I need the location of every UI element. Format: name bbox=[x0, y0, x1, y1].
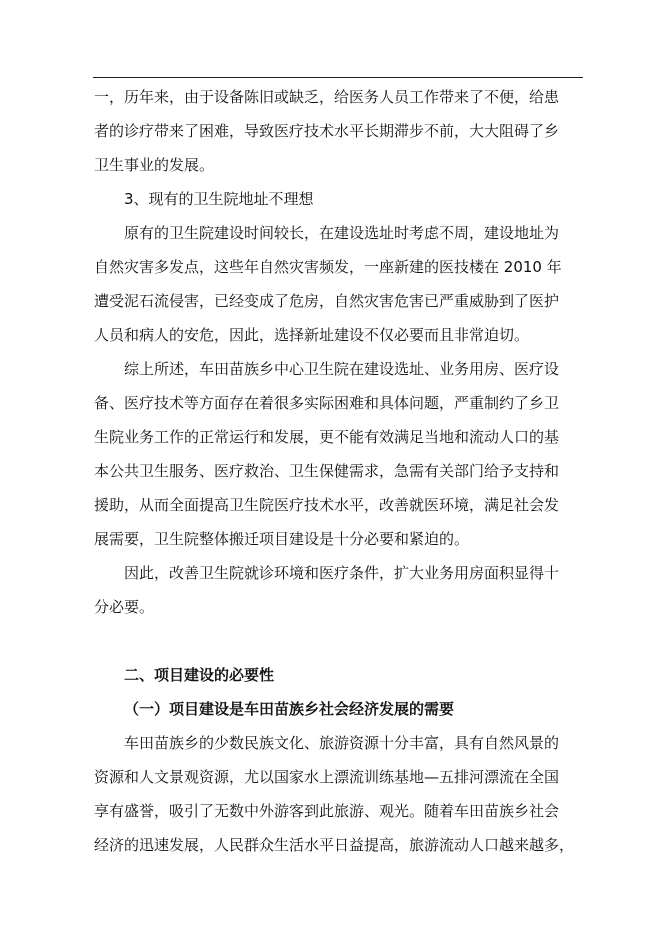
subsection-heading: （一）项目建设是车田苗族乡社会经济发展的需要 bbox=[124, 700, 455, 718]
document-page bbox=[94, 80, 584, 862]
text-line: 援助，从而全面提高卫生院医疗技术水平，改善就医环境，满足社会发 bbox=[94, 496, 560, 514]
paragraph-tourism bbox=[94, 726, 584, 862]
text-line: 综上所述，车田苗族乡中心卫生院在建设选址、业务用房、医疗设 bbox=[124, 360, 560, 378]
text-line: 3、现有的卫生院地址不理想 bbox=[124, 190, 314, 208]
text-line: 享有盛誉，吸引了无数中外游客到此旅游、观光。随着车田苗族乡社会 bbox=[94, 802, 560, 820]
text-line: 分必要。 bbox=[94, 598, 155, 616]
header-rule bbox=[93, 77, 583, 78]
text-line: 自然灾害多发点，这些年自然灾害频发，一座新建的医技楼在 2010 年 bbox=[94, 258, 562, 276]
text-line: 遭受泥石流侵害，已经变成了危房，自然灾害危害已严重威胁到了医护 bbox=[94, 292, 560, 310]
text-line: 资源和人文景观资源，尤以国家水上漂流训练基地—五排河漂流在全国 bbox=[94, 768, 560, 786]
text-line: 卫生事业的发展。 bbox=[94, 156, 215, 174]
text-line: 人员和病人的安危，因此，选择新址建设不仅必要而且非常迫切。 bbox=[94, 326, 530, 344]
paragraph-continuation bbox=[94, 80, 584, 182]
text-line: 者的诊疗带来了困难，导致医疗技术水平长期滞步不前，大大阻碍了乡 bbox=[94, 122, 560, 140]
text-line: 展需要，卫生院整体搬迁项目建设是十分必要和紧迫的。 bbox=[94, 530, 470, 548]
list-item-heading bbox=[94, 182, 584, 216]
text-line: 因此，改善卫生院就诊环境和医疗条件，扩大业务用房面积显得十 bbox=[124, 564, 560, 582]
text-line: 经济的迅速发展，人民群众生活水平日益提高，旅游流动人口越来越多， bbox=[94, 836, 575, 854]
spacer bbox=[94, 624, 584, 658]
text-line: 车田苗族乡的少数民族文化、旅游资源十分丰富，具有自然风景的 bbox=[124, 734, 560, 752]
section-heading: 二、项目建设的必要性 bbox=[124, 666, 275, 684]
text-line: 本公共卫生服务、医疗救治、卫生保健需求，急需有关部门给予支持和 bbox=[94, 462, 560, 480]
paragraph-conclusion bbox=[94, 556, 584, 624]
paragraph-summary bbox=[94, 352, 584, 556]
paragraph-site-problem bbox=[94, 216, 584, 352]
text-line: 一，历年来，由于设备陈旧或缺乏，给医务人员工作带来了不便，给患 bbox=[94, 88, 560, 106]
text-line: 备、医疗技术等方面存在着很多实际困难和具体问题，严重制约了乡卫 bbox=[94, 394, 560, 412]
text-line: 原有的卫生院建设时间较长，在建设选址时考虑不周，建设地址为 bbox=[124, 224, 560, 242]
text-line: 生院业务工作的正常运行和发展，更不能有效满足当地和流动人口的基 bbox=[94, 428, 560, 446]
